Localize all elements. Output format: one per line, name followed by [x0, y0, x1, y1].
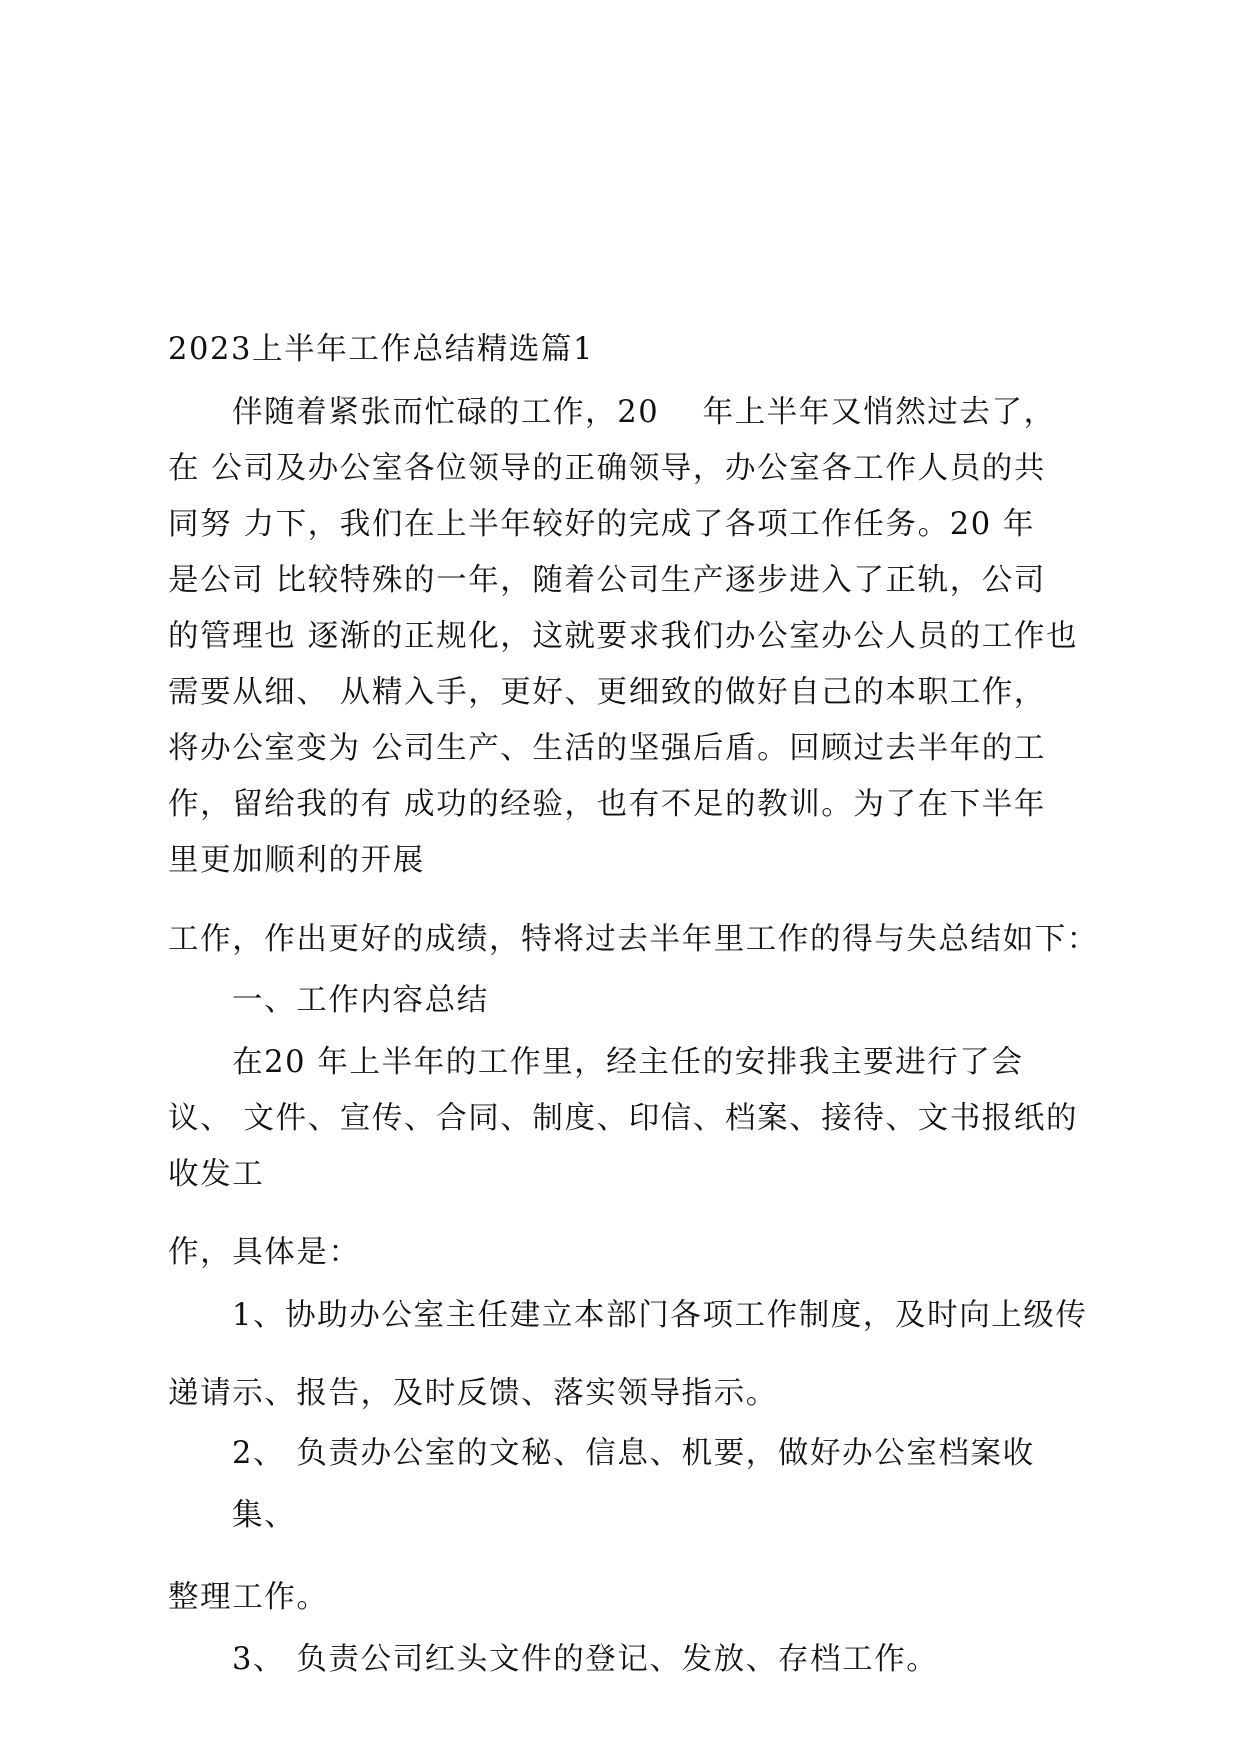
paragraph-line: 收发工: [168, 1157, 265, 1192]
list-item: 1、协助办公室主任建立本部门各项工作制度，及时向上级传: [232, 1298, 1088, 1333]
paragraph-line: 里更加顺利的开展: [168, 843, 425, 878]
list-item-continuation: 整理工作。: [168, 1580, 329, 1615]
paragraph-line: 需要从细、 从精入手，更好、更细致的做好自己的本职工作，: [168, 675, 1046, 710]
list-item: 3、 负责公司红头文件的登记、发放、存档工作。: [232, 1642, 939, 1677]
document-title: 2023上半年工作总结精选篇1: [168, 332, 595, 367]
paragraph-line: 工作，作出更好的成绩，特将过去半年里工作的得与失总结如下：: [168, 922, 1099, 957]
paragraph-line: 同努 力下，我们在上半年较好的完成了各项工作任务。20 年: [168, 507, 1036, 542]
paragraph-line: 将办公室变为 公司生产、生活的坚强后盾。回顾过去半年的工: [168, 731, 1046, 766]
paragraph-line: 作，留给我的有 成功的经验，也有不足的教训。为了在下半年: [168, 787, 1046, 822]
section-heading: 一、工作内容总结: [232, 983, 489, 1018]
paragraph-line: 伴随着紧张而忙碌的工作，20 年上半年又悄然过去了，: [232, 395, 1056, 430]
paragraph-line: 在20 年上半年的工作里，经主任的安排我主要进行了会: [232, 1045, 1024, 1080]
paragraph-line: 是公司 比较特殊的一年，随着公司生产逐步进入了正轨，公司: [168, 563, 1046, 598]
paragraph-line: 作，具体是：: [168, 1235, 361, 1270]
list-item-continuation: 递请示、报告，及时反馈、落实领导指示。: [168, 1376, 778, 1411]
paragraph-line: 的管理也 逐渐的正规化，这就要求我们办公室办公人员的工作也: [168, 619, 1079, 654]
paragraph-line: 议、 文件、宣传、合同、制度、印信、档案、接待、文书报纸的: [168, 1101, 1079, 1136]
list-item-continuation: 集、: [232, 1498, 297, 1533]
list-item: 2、 负责办公室的文秘、信息、机要，做好办公室档案收: [232, 1436, 1035, 1471]
paragraph-line: 在 公司及办公室各位领导的正确领导，办公室各工作人员的共: [168, 451, 1046, 486]
